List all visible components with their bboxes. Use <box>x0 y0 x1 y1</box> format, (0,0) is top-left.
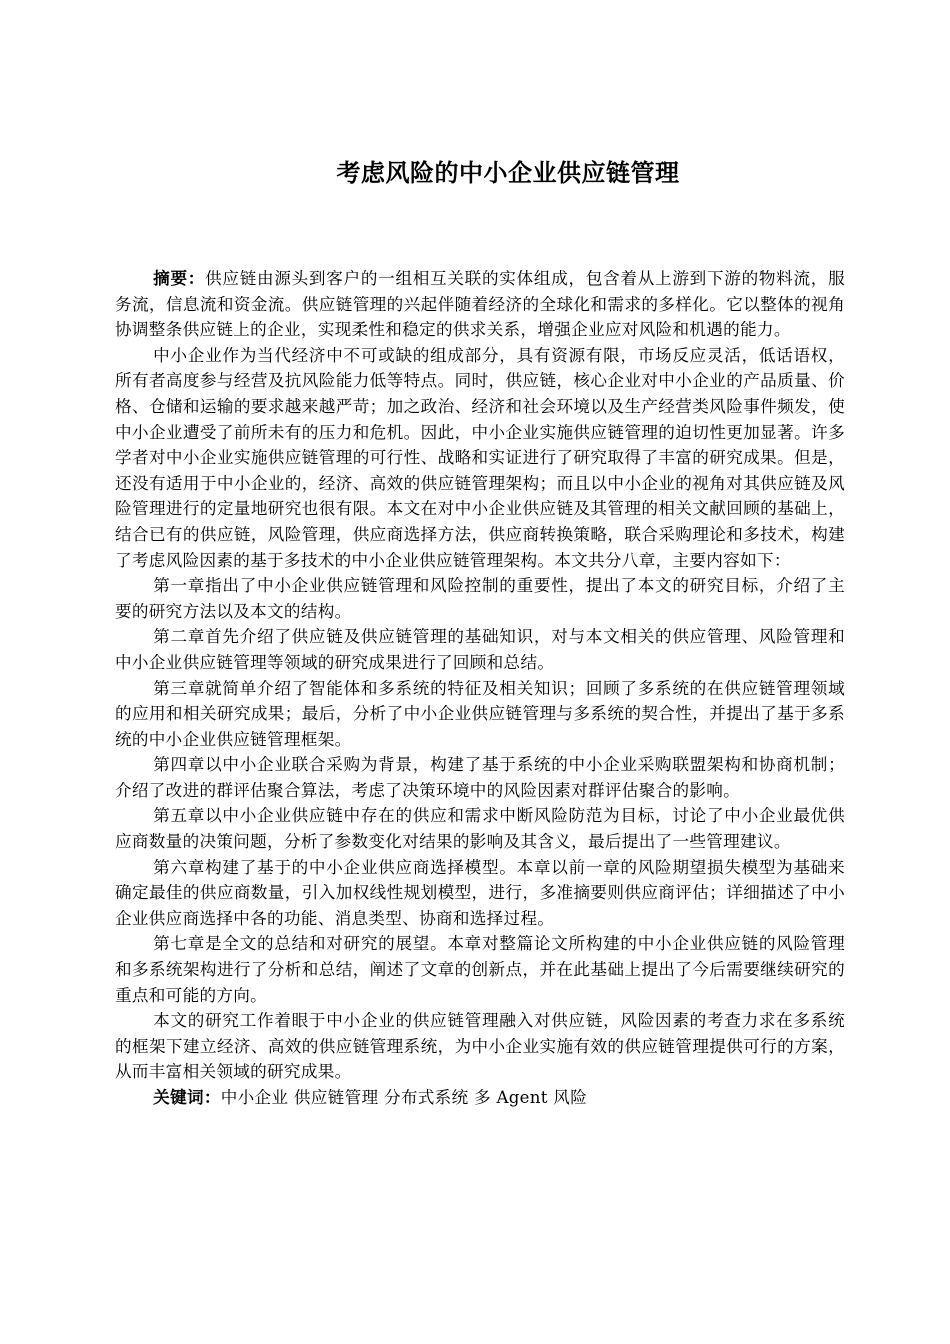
document-body <box>115 266 845 1111</box>
chapter-2-paragraph: 第二章首先介绍了供应链及供应链管理的基础知识，对与本文相关的供应管理、风险管理和中小企业供应链管理等领域的研究成果进行了回顾和总结。 <box>115 627 845 672</box>
chapter-4-paragraph: 第四章以中小企业联合采购为背景，构建了基于系统的中小企业采购联盟架构和协商机制；介绍了改进的群评估聚合算法，考虑了决策环境中的风险因素对群评估聚合的影响。 <box>115 755 845 800</box>
abstract-label: 摘要： <box>153 269 206 288</box>
chapter-5-paragraph: 第五章以中小企业供应链中存在的供应和需求中断风险防范为目标，讨论了中小企业最优供应商数量的决策问题，分析了参数变化对结果的影响及其含义，最后提出了一些管理建议。 <box>115 806 845 852</box>
chapter-1-paragraph: 第一章指出了中小企业供应链管理和风险控制的重要性，提出了本文的研究目标，介绍了主要的研究方法以及本文的结构。 <box>115 576 845 621</box>
conclusion-paragraph: 本文的研究工作着眼于中小企业的供应链管理融入对供应链，风险因素的考查力求在多系统的框架下建立经济、高效的供应链管理系统，为中小企业实施有效的供应链管理提供可行的方案，从而丰富相关领域的研究成果。 <box>115 1011 845 1082</box>
body-paragraph-1: 中小企业作为当代经济中不可或缺的组成部分，具有资源有限，市场反应灵活，低话语权，所有者高度参与经营及抗风险能力低等特点。同时，供应链，核心企业对中小企业的产品质量、价格、仓储和运输的要求越来越严苛；加之政治、经济和社会环境以及生产经营类风险事件频发，使中小企业遭受了前所未有的压力和危机。因此，中小企业实施供应链管理的迫切性更加显著。许多学者对中小企业实施供应链管理的可行性、战略和实证进行了研究取得了丰富的研究成果。但是，还没有适用于中小企业的，经济、高效的供应链管理架构；而且以中小企业的视角对其供应链及风险管理进行的定量地研究也很有限。本文在对中小企业供应链及其管理的相关文献回顾的基础上，结合已有的供应链，风险管理，供应商选择方法，供应商转换策略，联合采购理论和多技术，构建了考虑风险因素的基于多技术的中小企业供应链管理架构。本文共分八章，主要内容如下： <box>115 345 845 570</box>
abstract-paragraph <box>115 266 845 343</box>
keywords-text: 中小企业 供应链管理 分布式系统 多 Agent 风险 <box>220 1088 588 1107</box>
abstract-text: 供应链由源头到客户的一组相互关联的实体组成，包含着从上游到下游的物料流，服务流，信息流和资金流。供应链管理的兴起伴随着经济的全球化和需求的多样化。它以整体的视角协调整条供应链上的企业，实现柔性和稳定的供求关系，增强企业应对风险和机遇的能力。 <box>115 269 845 340</box>
keywords-label: 关键词： <box>153 1088 221 1107</box>
chapter-3-paragraph: 第三章就简单介绍了智能体和多系统的特征及相关知识；回顾了多系统的在供应链管理领域的应用和相关研究成果；最后，分析了中小企业供应链管理与多系统的契合性，并提出了基于多系统的中小企业供应链管理框架。 <box>115 678 845 749</box>
chapter-6-paragraph: 第六章构建了基于的中小企业供应商选择模型。本章以前一章的风险期望损失模型为基础来确定最佳的供应商数量，引入加权线性规划模型，进行，多准摘要则供应商评估；详细描述了中小企业供应商选择中各的功能、消息类型、协商和选择过程。 <box>115 857 845 928</box>
document-title: 考虑风险的中小企业供应链管理 <box>336 159 680 187</box>
keywords-paragraph <box>115 1085 845 1111</box>
chapter-7-paragraph: 第七章是全文的总结和对研究的展望。本章对整篇论文所构建的中小企业供应链的风险管理和多系统架构进行了分析和总结，阐述了文章的创新点，并在此基础上提出了今后需要继续研究的重点和可能的方向。 <box>115 934 845 1005</box>
